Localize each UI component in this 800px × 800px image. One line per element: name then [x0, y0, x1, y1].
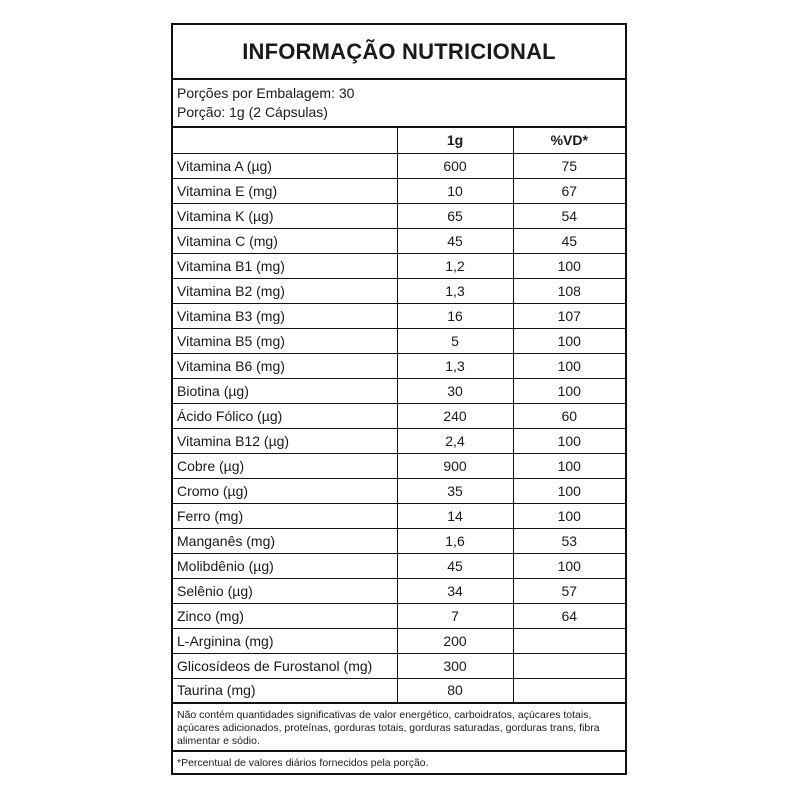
nutrient-daily-value: 107: [513, 303, 625, 328]
nutrient-name: Ferro (mg): [173, 503, 397, 528]
nutrient-amount: 2,4: [397, 428, 513, 453]
serving-size: Porção: 1g (2 Cápsulas): [177, 104, 328, 120]
nutrient-daily-value: [513, 653, 625, 678]
nutrient-name: Glicosídeos de Furostanol (mg): [173, 653, 397, 678]
nutrient-name: Vitamina B6 (mg): [173, 353, 397, 378]
table-header-row: [173, 128, 625, 153]
nutrition-facts-label: [171, 23, 627, 775]
table-row: [173, 503, 625, 528]
servings-per-package: Porções por Embalagem: 30: [177, 85, 355, 101]
nutrient-daily-value: 100: [513, 478, 625, 503]
table-row: [173, 328, 625, 353]
column-header-daily-value: %VD*: [513, 128, 625, 153]
nutrient-amount: 1,3: [397, 278, 513, 303]
nutrient-daily-value: 100: [513, 378, 625, 403]
table-row: [173, 253, 625, 278]
nutrient-amount: 34: [397, 578, 513, 603]
nutrient-daily-value: [513, 678, 625, 703]
table-row: [173, 628, 625, 653]
nutrient-name: Taurina (mg): [173, 678, 397, 703]
nutrient-daily-value: 100: [513, 328, 625, 353]
nutrient-amount: 16: [397, 303, 513, 328]
footnote-insignificant: Não contém quantidades significativas de valor energético, carboidratos, açúcares totais, açúcares adicionados, proteínas, gorduras totais, gorduras saturadas, gorduras trans, fibra alimentar e sódio.: [173, 704, 625, 752]
nutrient-name: L-Arginina (mg): [173, 628, 397, 653]
nutrient-amount: 14: [397, 503, 513, 528]
table-row: [173, 228, 625, 253]
nutrient-name: Vitamina E (mg): [173, 178, 397, 203]
nutrient-amount: 10: [397, 178, 513, 203]
nutrient-amount: 45: [397, 228, 513, 253]
table-row: [173, 453, 625, 478]
nutrient-daily-value: [513, 628, 625, 653]
table-row: [173, 653, 625, 678]
nutrient-table: [173, 128, 625, 704]
nutrient-amount: 5: [397, 328, 513, 353]
servings-info: [173, 80, 625, 128]
nutrient-daily-value: 100: [513, 503, 625, 528]
nutrient-daily-value: 64: [513, 603, 625, 628]
nutrient-amount: 65: [397, 203, 513, 228]
column-header-amount: 1g: [397, 128, 513, 153]
table-row: [173, 378, 625, 403]
nutrient-name: Vitamina B1 (mg): [173, 253, 397, 278]
nutrient-name: Cromo (µg): [173, 478, 397, 503]
table-row: [173, 603, 625, 628]
nutrient-daily-value: 100: [513, 353, 625, 378]
nutrient-amount: 600: [397, 153, 513, 178]
nutrient-amount: 1,2: [397, 253, 513, 278]
nutrient-amount: 30: [397, 378, 513, 403]
nutrient-amount: 300: [397, 653, 513, 678]
nutrient-name: Vitamina A (µg): [173, 153, 397, 178]
table-row: [173, 678, 625, 703]
nutrient-amount: 1,6: [397, 528, 513, 553]
table-row: [173, 528, 625, 553]
nutrient-amount: 900: [397, 453, 513, 478]
nutrient-name: Zinco (mg): [173, 603, 397, 628]
nutrient-name: Vitamina K (µg): [173, 203, 397, 228]
table-row: [173, 278, 625, 303]
nutrient-amount: 240: [397, 403, 513, 428]
nutrient-name: Vitamina B12 (µg): [173, 428, 397, 453]
table-row: [173, 428, 625, 453]
label-title: INFORMAÇÃO NUTRICIONAL: [173, 25, 625, 80]
nutrient-daily-value: 100: [513, 453, 625, 478]
table-row: [173, 578, 625, 603]
nutrient-amount: 45: [397, 553, 513, 578]
nutrient-amount: 80: [397, 678, 513, 703]
nutrient-daily-value: 45: [513, 228, 625, 253]
nutrient-amount: 1,3: [397, 353, 513, 378]
table-row: [173, 153, 625, 178]
nutrient-daily-value: 100: [513, 428, 625, 453]
footnote-daily-value: *Percentual de valores diários fornecidos pela porção.: [177, 757, 429, 769]
table-row: [173, 478, 625, 503]
table-row: [173, 303, 625, 328]
nutrient-daily-value: 60: [513, 403, 625, 428]
nutrient-amount: 35: [397, 478, 513, 503]
table-row: [173, 553, 625, 578]
nutrient-name: Vitamina B3 (mg): [173, 303, 397, 328]
nutrient-amount: 7: [397, 603, 513, 628]
nutrient-daily-value: 108: [513, 278, 625, 303]
table-row: [173, 353, 625, 378]
nutrient-name: Biotina (µg): [173, 378, 397, 403]
column-header-nutrient: [173, 128, 397, 153]
nutrient-name: Vitamina B2 (mg): [173, 278, 397, 303]
nutrient-name: Vitamina B5 (mg): [173, 328, 397, 353]
table-row: [173, 178, 625, 203]
nutrient-daily-value: 67: [513, 178, 625, 203]
nutrient-name: Manganês (mg): [173, 528, 397, 553]
nutrient-name: Selênio (µg): [173, 578, 397, 603]
nutrient-amount: 200: [397, 628, 513, 653]
nutrient-name: Cobre (µg): [173, 453, 397, 478]
nutrient-rows: [173, 153, 625, 703]
nutrient-daily-value: 54: [513, 203, 625, 228]
nutrient-daily-value: 57: [513, 578, 625, 603]
table-row: [173, 203, 625, 228]
nutrient-daily-value: 100: [513, 253, 625, 278]
nutrient-name: Molibdênio (µg): [173, 553, 397, 578]
nutrient-daily-value: 100: [513, 553, 625, 578]
nutrient-name: Vitamina C (mg): [173, 228, 397, 253]
nutrient-daily-value: 75: [513, 153, 625, 178]
nutrient-daily-value: 53: [513, 528, 625, 553]
table-row: [173, 403, 625, 428]
nutrient-name: Ácido Fólico (µg): [173, 403, 397, 428]
